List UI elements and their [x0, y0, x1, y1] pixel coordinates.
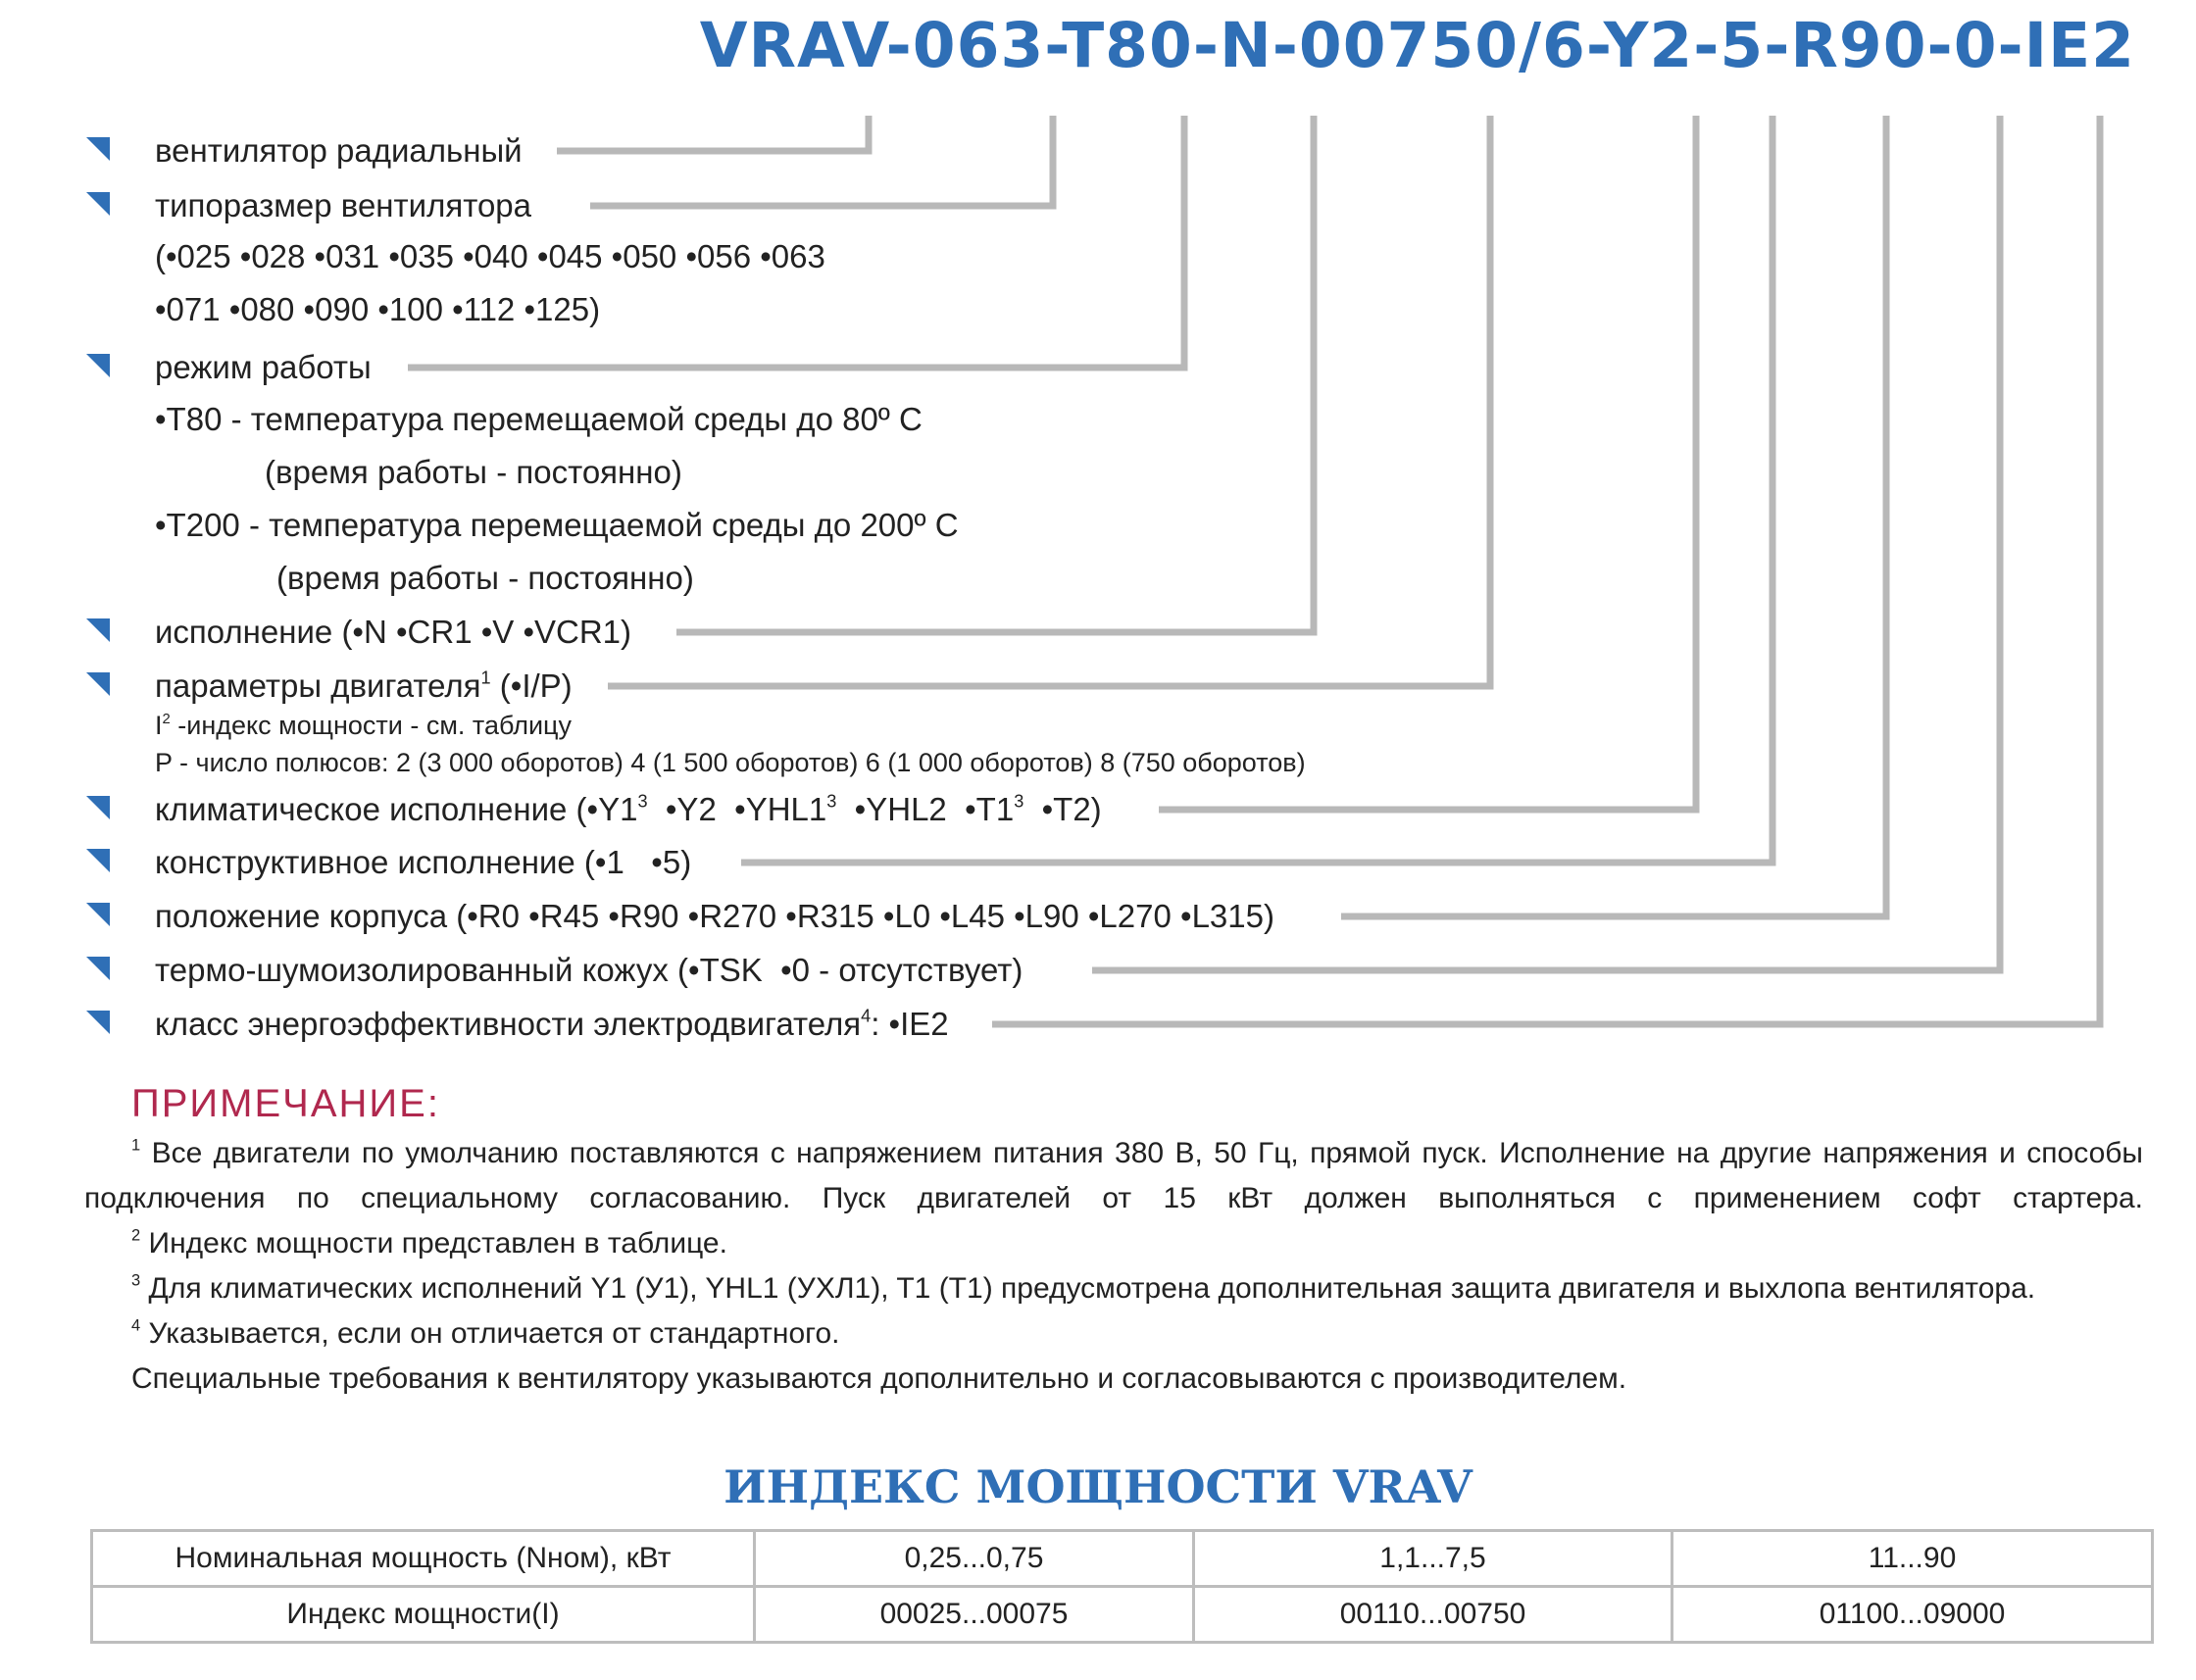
- note-item: $^2$ Индекс мощности представлен в таблице.: [131, 1226, 727, 1260]
- table-row: [92, 1531, 2153, 1587]
- power-index-table: [90, 1529, 2154, 1644]
- mode-t80: •T80 - температура перемещаемой среды до 80º С: [155, 401, 923, 437]
- legend-label: вентилятор радиальный: [155, 132, 523, 169]
- connector-line: [590, 116, 1053, 206]
- table-cell: 1,1...7,5: [1194, 1531, 1672, 1587]
- triangle-bullet-icon: [86, 903, 110, 926]
- table-row: [92, 1587, 2153, 1643]
- table-cell: Номинальная мощность (Nном), кВт: [92, 1531, 755, 1587]
- model-code: VRAV-063-T80-N-00750/6-Y2-5-R90-0-IE2: [699, 10, 2135, 81]
- table-cell: 0,25...0,75: [755, 1531, 1194, 1587]
- note-item: $^1$ Все двигатели по умолчанию поставляются с напряжением питания 380 В, 50 Гц, прямой пуск. Исполнение на другие напряжения и способы подключения по специальному согласованию. Пуск двигателей от 15 кВт должен выполняться с применением софт стартера.: [84, 1136, 2143, 1214]
- table-cell: 01100...09000: [1672, 1587, 2153, 1643]
- legend-label: типоразмер вентилятора: [155, 187, 532, 223]
- triangle-bullet-icon: [86, 672, 110, 696]
- legend-label: режим работы: [155, 349, 372, 385]
- note-item: Специальные требования к вентилятору указываются дополнительно и согласовываются с производителем.: [131, 1362, 1627, 1395]
- connector-line: [1159, 116, 1696, 810]
- legend-label: конструктивное исполнение (•1 •5): [155, 844, 692, 880]
- legend-label: положение корпуса (•R0 •R45 •R90 •R270 •R315 •L0 •L45 •L90 •L270 •L315): [155, 898, 1274, 934]
- legend-label: климатическое исполнение ($•Y1^3$ •Y2 $•YHL1^3$ •YHL2 $•T1^3$ •T2): [155, 791, 1102, 827]
- connector-line: [1092, 116, 2000, 970]
- mode-t200: •T200 - температура перемещаемой среды до 200º С: [155, 507, 959, 543]
- legend-label: параметры двигателя$^1$ (•I/P): [155, 667, 573, 704]
- notes-title: ПРИМЕЧАНИЕ:: [131, 1082, 440, 1125]
- note-item: $^3$ Для климатических исполнений Y1 (У1), YHL1 (УХЛ1), T1 (T1) предусмотрена дополнительная защита двигателя и выхлопа вентилятора.: [131, 1271, 2036, 1305]
- triangle-bullet-icon: [86, 354, 110, 377]
- connector-line: [1341, 116, 1886, 916]
- triangle-bullet-icon: [86, 618, 110, 642]
- table-cell: 00110...00750: [1194, 1587, 1672, 1643]
- legend-label: класс энергоэффективности электродвигателя$^4$: •IE2: [155, 1006, 949, 1042]
- size-options-line-1: (•025 •028 •031 •035 •040 •045 •050 •056 •063: [155, 238, 825, 274]
- size-options-line-2: •071 •080 •090 •100 •112 •125): [155, 291, 601, 327]
- table-cell: Индекс мощности(I): [92, 1587, 755, 1643]
- mode-t80-note: (время работы - постоянно): [265, 454, 682, 490]
- legend-label: исполнение (•N •CR1 •V •VCR1): [155, 614, 632, 650]
- table-cell: 00025...00075: [755, 1587, 1194, 1643]
- triangle-bullet-icon: [86, 192, 110, 216]
- table-cell: 11...90: [1672, 1531, 2153, 1587]
- triangle-bullet-icon: [86, 957, 110, 980]
- motor-param-poles: P - число полюсов: 2 (3 000 оборотов) 4 (1 500 оборотов) 6 (1 000 оборотов) 8 (750 оборотов): [155, 748, 1306, 777]
- mode-t200-note: (время работы - постоянно): [276, 560, 694, 596]
- triangle-bullet-icon: [86, 1011, 110, 1034]
- connector-line: [557, 116, 869, 151]
- connector-line: [676, 116, 1314, 632]
- table-title: ИНДЕКС МОЩНОСТИ VRAV: [724, 1460, 1472, 1513]
- triangle-bullet-icon: [86, 796, 110, 819]
- connector-line: [992, 116, 2100, 1024]
- note-item: $^4$ Указывается, если он отличается от стандартного.: [131, 1316, 840, 1350]
- motor-param-index: $I^2$ -индекс мощности - см. таблицу: [155, 711, 573, 740]
- triangle-bullet-icon: [86, 849, 110, 872]
- legend-label: термо-шумоизолированный кожух (•TSK •0 - отсутствует): [155, 952, 1023, 988]
- triangle-bullet-icon: [86, 137, 110, 161]
- notes-block: [84, 1131, 2143, 1402]
